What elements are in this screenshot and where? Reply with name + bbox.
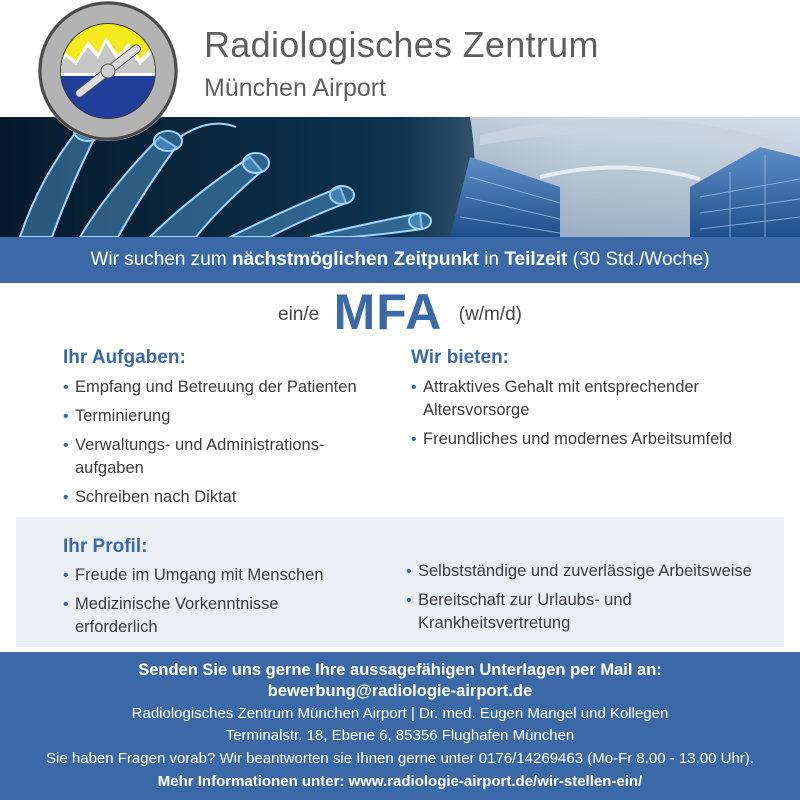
page-subtitle: München Airport [204,74,387,102]
intro-prefix: Wir suchen zum [90,249,232,270]
list-item: • Medizinische Vorkenntnisse erforderlich [63,593,363,639]
list-item: • Terminierung [63,405,363,428]
profil-list-left [63,564,363,639]
list-item: • Bereitschaft zur Urlaubs- und Krankheitsvertretung [406,589,776,635]
footer-company-line: Radiologisches Zentrum München Airport | Dr. med. Eugen Mangel und Kollegen [131,705,669,722]
intro-middle: in [478,249,505,270]
list-item: • Verwaltungs- und Administrations- aufgaben [63,434,363,480]
list-item: • Schreiben nach Diktat [63,486,363,509]
footer [0,652,800,800]
position-title: MFA [333,284,443,340]
list-item: • Empfang und Betreuung der Patienten [63,376,363,399]
airport-glass-terminal [450,117,800,237]
list-item: • Freude im Umgang mit Menschen [63,564,363,587]
footer-phone-line: Sie haben Fragen vorab? Wir beantworten sie Ihnen gerne unter 0176/14269463 (Mo-Fr 8.00 - 13.00 Uhr). [46,750,754,767]
bieten-heading: Wir bieten: [411,347,509,368]
position-title-row [0,283,800,343]
intro-bold-parttime: Teilzeit [504,249,568,270]
footer-apply-text: Senden Sie uns gerne Ihre aussagefähigen Unterlagen per Mail an: [138,661,662,679]
footer-address-line: Terminalstr. 18, Ebene 6, 85356 Flughafen München [225,727,575,744]
list-item: • Attraktives Gehalt mit entsprechender Altersvorsorge [411,376,741,422]
intro-bar [0,237,800,283]
profil-heading: Ihr Profil: [63,536,148,557]
position-gender: (w/m/d) [458,304,522,325]
aufgaben-list [63,376,363,509]
position-prefix: ein/e [278,304,320,325]
profil-list-right [406,560,776,635]
list-item: • Freundliches und modernes Arbeitsumfeld [411,428,741,451]
footer-email-link[interactable]: bewerbung@radiologie-airport.de [267,682,533,700]
aufgaben-heading: Ihr Aufgaben: [63,347,186,368]
radiology-propeller-logo-icon [32,1,184,141]
bieten-list [411,376,741,451]
footer-website-link[interactable]: Mehr Informationen unter: www.radiologie-airport.de/wir-stellen-ein/ [157,773,643,790]
page-title: Radiologisches Zentrum [204,24,599,65]
list-item: • Selbstständige und zuverlässige Arbeitsweise [406,560,776,583]
intro-bold-timepoint: nächstmöglichen Zeitpunkt [231,249,479,270]
intro-suffix: (30 Std./Woche) [567,249,710,270]
